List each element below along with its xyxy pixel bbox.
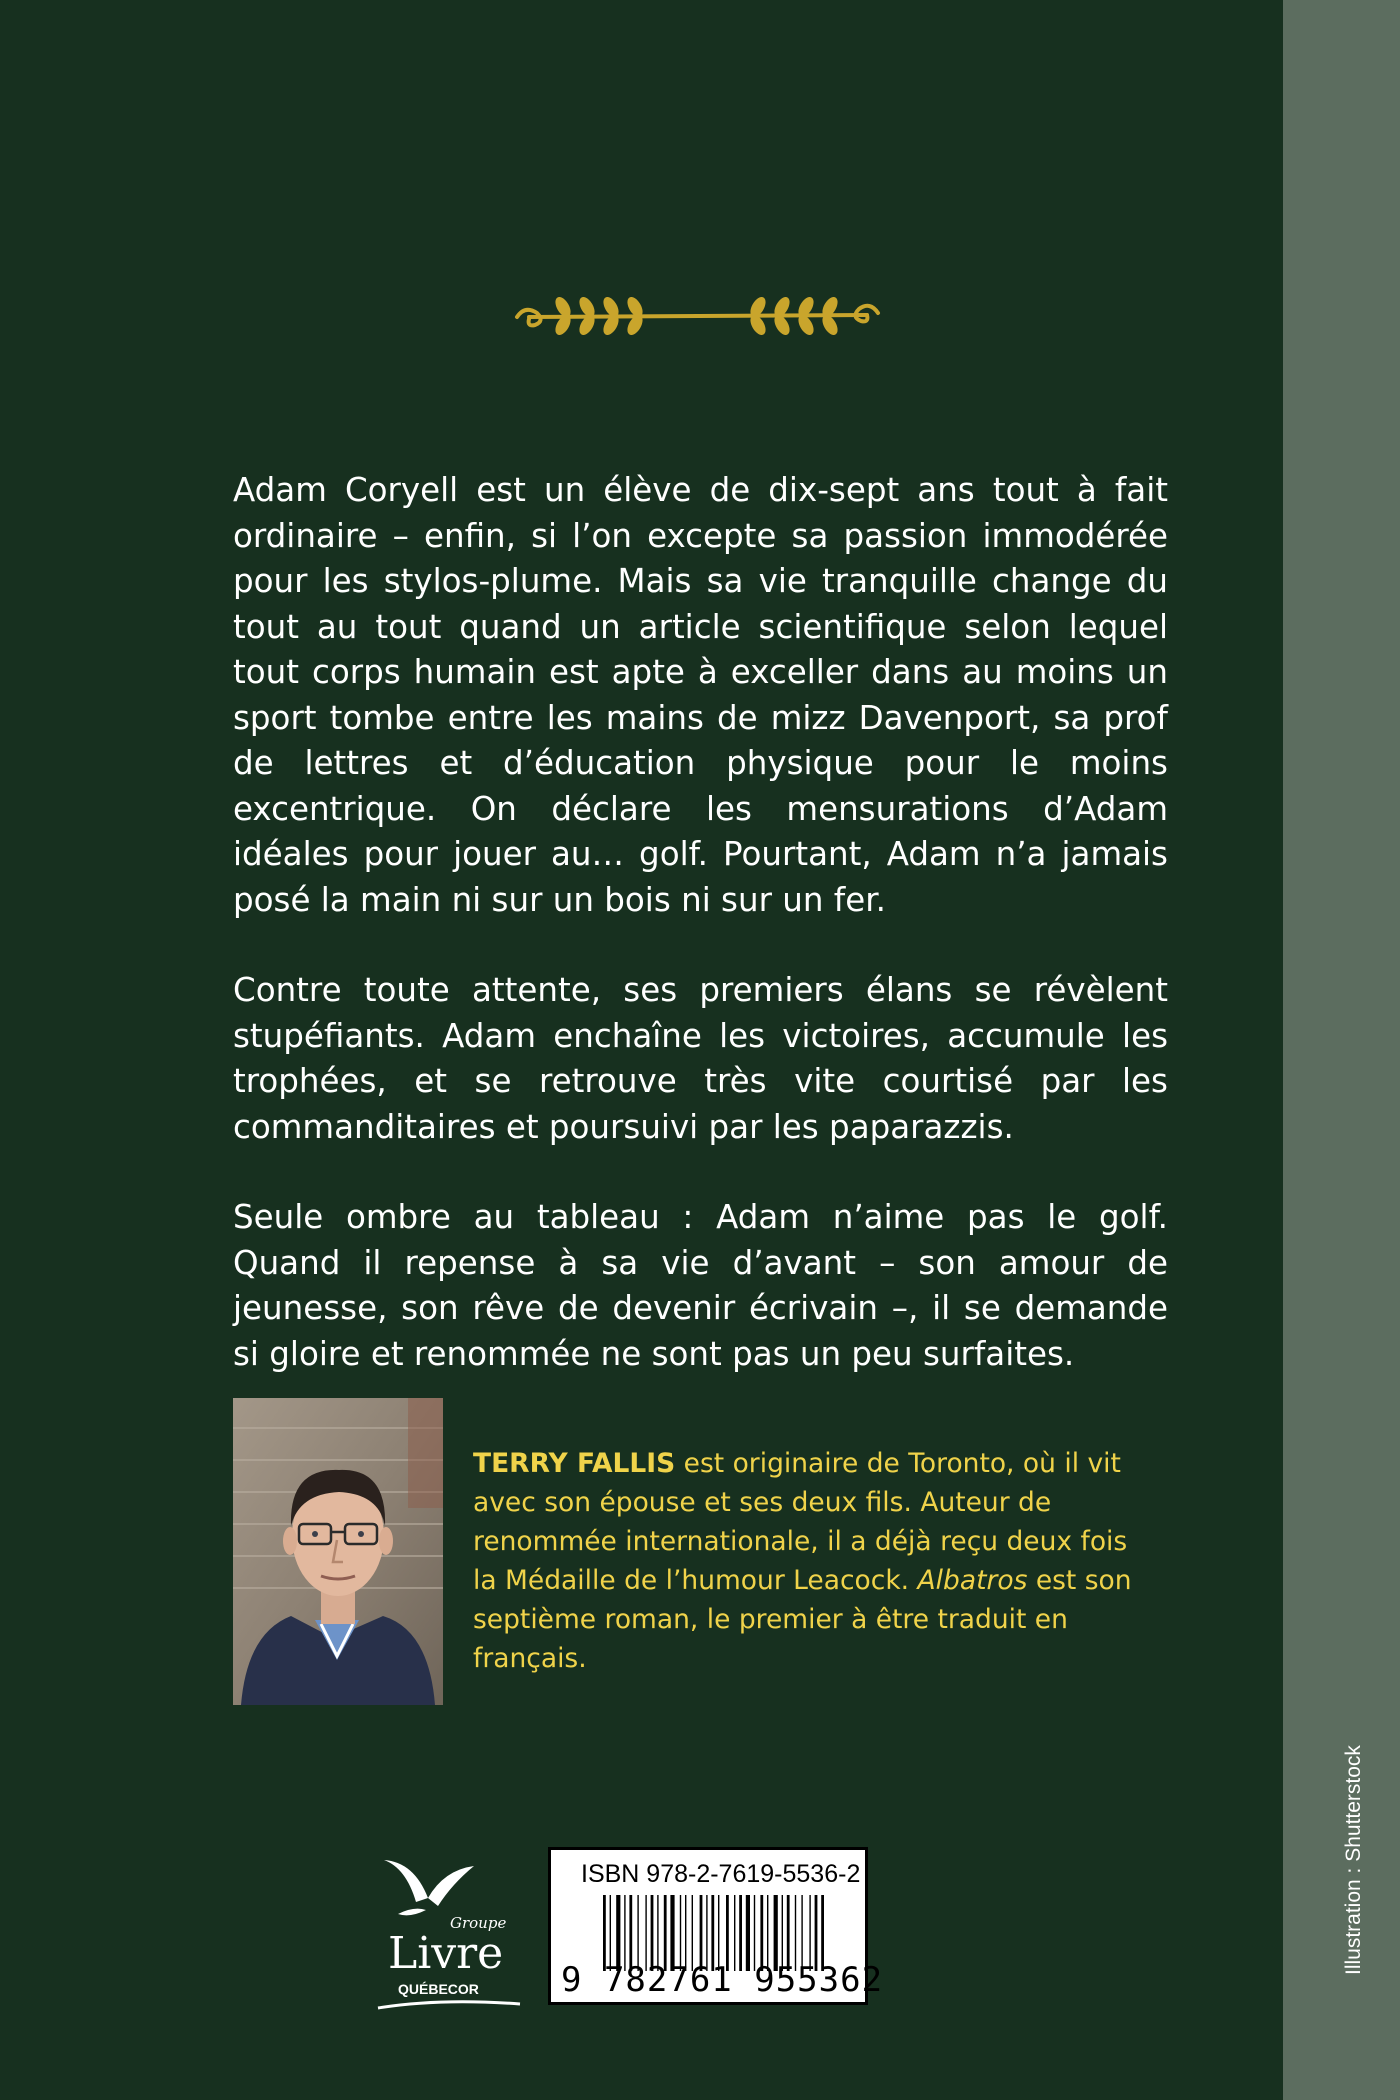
synopsis-paragraph-1: Adam Coryell est un élève de dix-sept ans tout à fait ordinaire – enfin, si l’on excepte sa passion immodérée pour les stylos-plume. Mais sa vie tranquille change du tout au tout quand un article scientifique selon lequel tout corps humain est apte à exceller dans au moins un sport tombe entre les mains de mizz Davenport, sa prof de lettres et d’éducation physique pour le moins excentrique. On déclare les mensurations d’Adam idéales pour jouer au… golf. Pourtant, Adam n’a jamais posé la main ni sur un bois ni sur un fer. (233, 471, 1168, 919)
author-bio (473, 1444, 1133, 1678)
synopsis-paragraph-3: Seule ombre au tableau : Adam n’aime pas le golf. Quand il repense à sa vie d’avant – son amour de jeunesse, son rêve de devenir écrivain –, il se demande si gloire et renommée ne sont pas un peu surfaites. (233, 1198, 1168, 1373)
author-name: TERRY FALLIS (473, 1448, 676, 1479)
illustration-credit: Illustration : Shutterstock (1342, 1745, 1365, 1975)
publisher-line-3: QUÉBECOR (398, 1981, 479, 1997)
bio-text-part-2: est son septième roman, le premier à être traduit en français. (473, 1565, 1132, 1674)
publisher-line-1: Groupe (450, 1914, 507, 1932)
isbn-label: ISBN 978-2-7619-5536-2 (581, 1860, 861, 1888)
barcode-digits: 9 782761 955362 (561, 1960, 884, 2000)
synopsis-paragraph-2: Contre toute attente, ses premiers élans se révèlent stupéfiants. Adam enchaîne les victoires, accumule les trophées, et se retrouve très vite courtisé par les commanditaires et poursuivi par les paparazzis. (233, 971, 1168, 1146)
publisher-line-2: Livre (388, 1928, 504, 1979)
bio-text-part-1: est originaire de Toronto, où il vit avec son épouse et ses deux fils. Auteur de renommée internationale, il a déjà reçu deux fois la Médaille de l’humour Leacock. (473, 1448, 1128, 1596)
synopsis (233, 468, 1168, 1422)
vine-ornament-icon (505, 285, 890, 345)
book-title: Albatros (917, 1565, 1028, 1596)
publisher-logo (370, 1848, 530, 2018)
isbn-barcode-box (548, 1847, 884, 2005)
author-photo (233, 1398, 443, 1705)
